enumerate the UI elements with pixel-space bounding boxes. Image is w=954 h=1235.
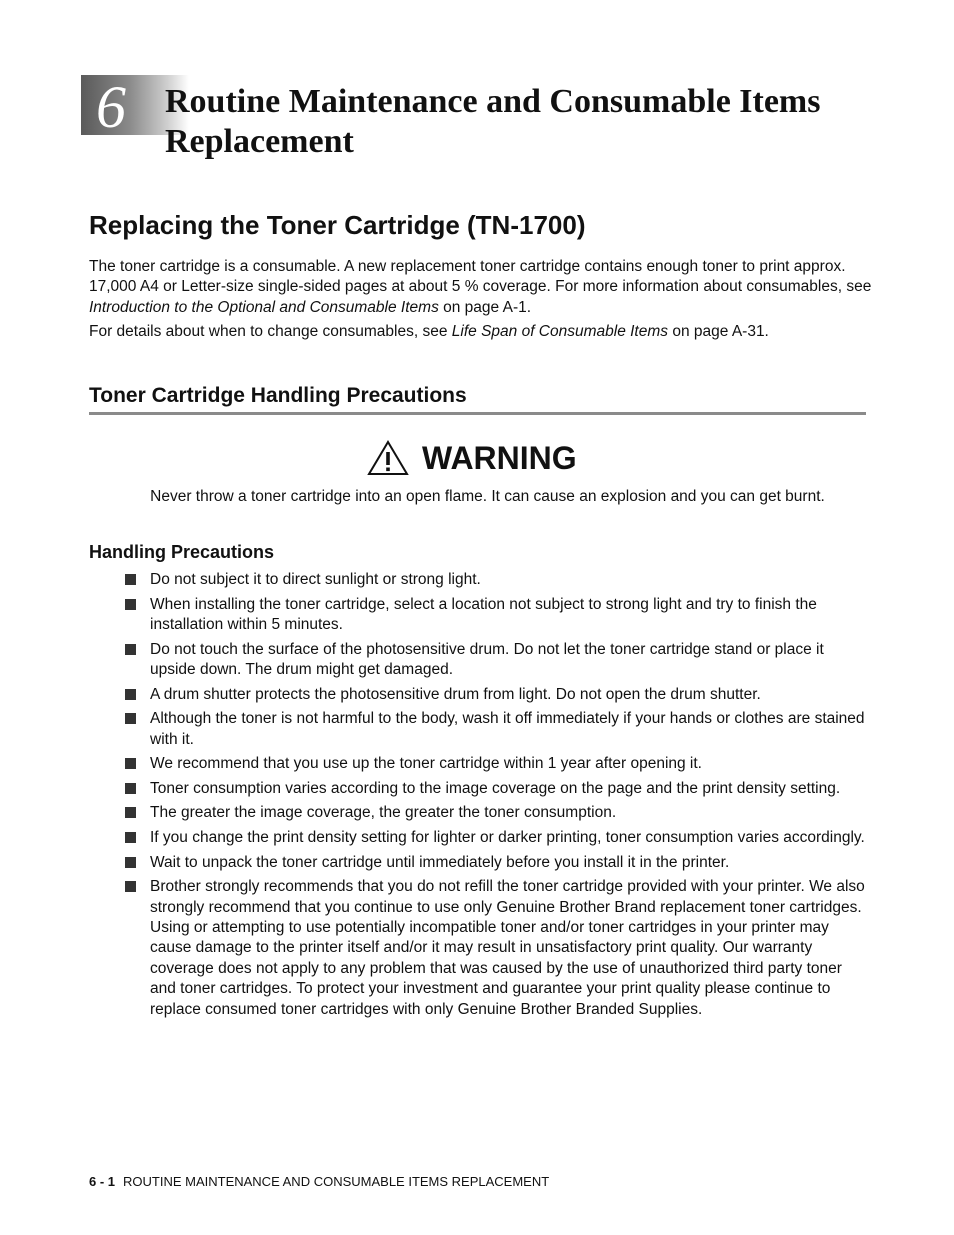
details-text: For details about when to change consumables, see <box>89 323 452 340</box>
list-item-text: We recommend that you use up the toner cartridge within 1 year after opening it. <box>150 755 702 773</box>
list-item <box>124 853 869 873</box>
warning-heading <box>366 438 577 478</box>
list-item-text: Brother strongly recommends that you do not refill the toner cartridge provided with your printer. We also strongly recommend that you continue to use only Genuine Brother Brand replacement toner cartridges. Using or attempting to use potentially incompatible toner and/or toner cartridges in your printer may cause damage to the printer itself and/or it may result in unsatisfactory print quality. Our warranty coverage does not apply to any problem that was caused by the use of unauthorized third party toner and toner cartridges. To protect your investment and guarantee your print quality please continue to replace consumed toner cartridges with only Genuine Brother Branded Supplies. <box>150 878 865 1018</box>
warning-label: WARNING <box>422 440 577 476</box>
bullet-square-icon <box>125 881 136 892</box>
list-item <box>124 803 869 823</box>
list-item-text: Wait to unpack the toner cartridge until immediately before you install it in the printer. <box>150 853 730 871</box>
bullet-square-icon <box>125 574 136 585</box>
handling-list <box>124 570 869 1024</box>
list-item <box>124 595 869 636</box>
intro-suffix: on page A-1. <box>438 298 532 316</box>
list-item-text: If you change the print density setting for lighter or darker printing, toner consumption varies accordingly. <box>150 828 865 846</box>
handling-title: Handling Precautions <box>89 542 275 562</box>
list-item-text: A drum shutter protects the photosensitive drum from light. Do not open the drum shutter. <box>150 685 761 703</box>
intro-paragraph <box>89 257 879 318</box>
warning-text: Never throw a toner cartridge into an open flame. It can cause an explosion and you can get burnt. <box>150 488 825 505</box>
list-item <box>124 877 869 1020</box>
intro-link: Introduction to the Optional and Consumable Items <box>89 298 439 316</box>
page-number: 6 - 1 <box>89 1174 116 1189</box>
list-item <box>124 685 869 705</box>
chapter-number: 6 <box>96 74 126 140</box>
bullet-square-icon <box>125 783 136 794</box>
intro-text: The toner cartridge is a consumable. A new replacement toner cartridge contains enough toner to print approx. 17,000 A4 or Letter-size single-sided pages at about 5 % coverage. For more information about consumables, see <box>89 258 872 296</box>
list-item <box>124 828 869 848</box>
bullet-square-icon <box>125 599 136 610</box>
bullet-square-icon <box>125 807 136 818</box>
list-item <box>124 779 869 799</box>
bullet-square-icon <box>125 644 136 655</box>
page-footer <box>89 1173 549 1191</box>
list-item <box>124 709 869 750</box>
details-link: Life Span of Consumable Items <box>451 323 669 340</box>
bullet-square-icon <box>125 713 136 724</box>
details-paragraph <box>89 322 879 342</box>
list-item <box>124 640 869 681</box>
list-item-text: The greater the image coverage, the greater the toner consumption. <box>150 804 617 822</box>
bullet-square-icon <box>125 758 136 769</box>
list-item <box>124 754 869 774</box>
list-item-text: Although the toner is not harmful to the body, wash it off immediately if your hands or clothes are stained with it. <box>150 710 865 748</box>
warning-triangle-icon <box>366 439 410 477</box>
footer-text: ROUTINE MAINTENANCE AND CONSUMABLE ITEMS REPLACEMENT <box>123 1174 550 1189</box>
list-item-text: Do not subject it to direct sunlight or strong light. <box>150 571 481 588</box>
subsection-divider <box>89 412 866 415</box>
bullet-square-icon <box>125 857 136 868</box>
list-item-text: Toner consumption varies according to the image coverage on the page and the print density setting. <box>150 779 841 797</box>
section-title: Replacing the Toner Cartridge (TN-1700) <box>89 210 586 240</box>
bullet-square-icon <box>125 689 136 700</box>
bullet-square-icon <box>125 832 136 843</box>
list-item <box>124 570 869 590</box>
list-item-text: Do not touch the surface of the photosensitive drum. Do not let the toner cartridge stand or place it upside down. The drum might get damaged. <box>150 640 824 678</box>
chapter-title: Routine Maintenance and Consumable Items Replacement <box>165 83 821 160</box>
details-suffix: on page A-31. <box>668 323 769 340</box>
list-item-text: When installing the toner cartridge, select a location not subject to strong light and try to finish the installation within 5 minutes. <box>150 595 817 633</box>
subsection-title: Toner Cartridge Handling Precautions <box>89 384 467 407</box>
